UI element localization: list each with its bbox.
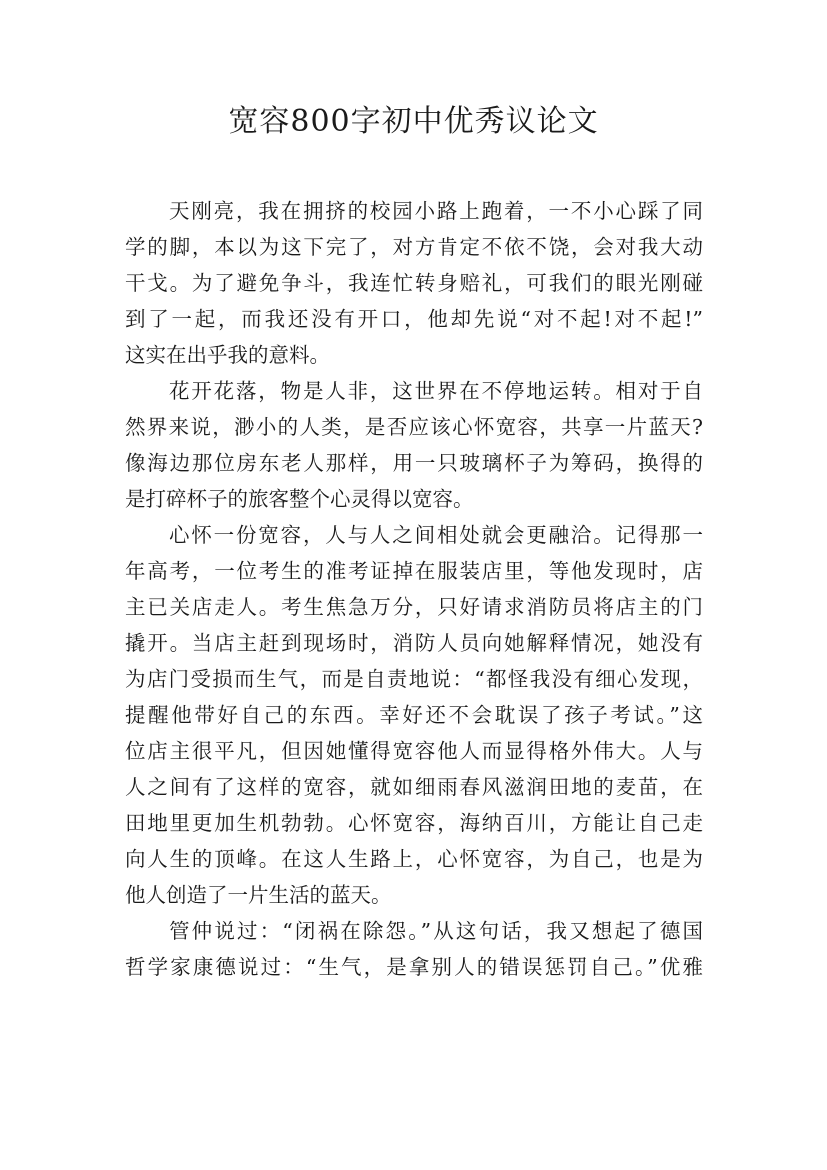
paragraph-4 <box>125 913 703 985</box>
text-line: 学的脚，本以为这下完了，对方肯定不依不饶，会对我大动 <box>125 235 703 259</box>
text-line: 撬开。当店主赶到现场时，消防人员向她解释情况，她没有 <box>125 631 703 655</box>
text-line: 他人创造了一片生活的蓝天。 <box>125 883 392 907</box>
text-line: 这实在出乎我的意料。 <box>125 343 330 367</box>
text-line: 为店门受损而生气，而是自责地说：“都怪我没有细心发现， <box>125 667 703 691</box>
text-line: 像海边那位房东老人那样，用一只玻璃杯子为筹码，换得的 <box>125 451 703 475</box>
paragraph-3 <box>125 517 703 913</box>
text-line: 田地里更加生机勃勃。心怀宽容，海纳百川，方能让自己走 <box>125 811 703 835</box>
text-line: 主已关店走人。考生焦急万分，只好请求消防员将店主的门 <box>125 595 703 619</box>
text-line: 到了一起，而我还没有开口，他却先说“对不起!对不起!” <box>125 307 703 331</box>
text-line: 花开花落，物是人非，这世界在不停地运转。相对于自 <box>169 379 703 403</box>
text-line: 管仲说过：“闭祸在除怨。”从这句话，我又想起了德国 <box>169 919 703 943</box>
text-line: 向人生的顶峰。在这人生路上，心怀宽容，为自己，也是为 <box>125 847 703 871</box>
text-line: 然界来说，渺小的人类，是否应该心怀宽容，共享一片蓝天? <box>125 415 703 439</box>
text-line: 提醒他带好自己的东西。幸好还不会耽误了孩子考试。”这 <box>125 703 703 727</box>
text-line: 干戈。为了避免争斗，我连忙转身赔礼，可我们的眼光刚碰 <box>125 271 703 295</box>
text-line: 哲学家康德说过：“生气，是拿别人的错误惩罚自己。”优雅 <box>125 955 703 979</box>
document-title: 宽容800字初中优秀议论文 <box>228 104 599 139</box>
text-line: 是打碎杯子的旅客整个心灵得以宽容。 <box>125 487 474 511</box>
text-line: 位店主很平凡，但因她懂得宽容他人而显得格外伟大。人与 <box>125 739 703 763</box>
document-body <box>125 193 703 985</box>
text-line: 天刚亮，我在拥挤的校园小路上跑着，一不小心踩了同 <box>169 199 703 223</box>
text-line: 年高考，一位考生的准考证掉在服装店里，等他发现时，店 <box>125 559 703 583</box>
text-line: 人之间有了这样的宽容，就如细雨春风滋润田地的麦苗，在 <box>125 775 703 799</box>
paragraph-2 <box>125 373 703 517</box>
text-line: 心怀一份宽容，人与人之间相处就会更融洽。记得那一 <box>169 523 703 547</box>
paragraph-1 <box>125 193 703 373</box>
